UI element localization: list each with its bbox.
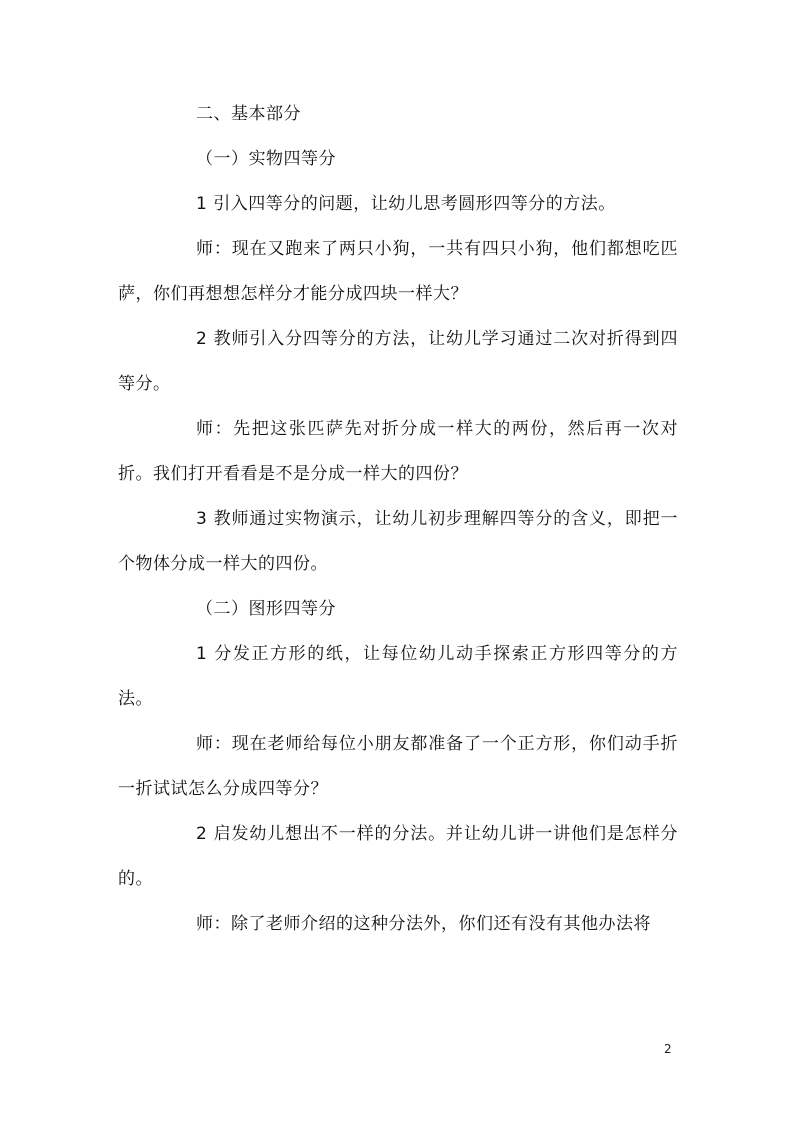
paragraph: 师：除了老师介绍的这种分法外，你们还有没有其他办法将 <box>196 914 651 934</box>
body-text <box>118 92 678 947</box>
subsection-heading: （一）实物四等分 <box>196 149 336 169</box>
paragraph: 师：现在又跑来了两只小狗，一共有四只小狗，他们都想吃匹萨，你们再想想怎样分才能分成四块一样大？ <box>118 239 678 304</box>
paragraph: 1 分发正方形的纸，让每位幼儿动手探索正方形四等分的方法。 <box>118 644 678 709</box>
section-heading: 二、基本部分 <box>196 104 301 124</box>
paragraph: 1 引入四等分的问题，让幼儿思考圆形四等分的方法。 <box>196 194 616 214</box>
page-number: 2 <box>664 1042 672 1056</box>
paragraph: 3 教师通过实物演示，让幼儿初步理解四等分的含义，即把一个物体分成一样大的四份。 <box>118 509 678 574</box>
paragraph: 2 启发幼儿想出不一样的分法。并让幼儿讲一讲他们是怎样分的。 <box>118 824 678 889</box>
paragraph: 2 教师引入分四等分的方法，让幼儿学习通过二次对折得到四等分。 <box>118 329 678 394</box>
paragraph: 师：现在老师给每位小朋友都准备了一个正方形，你们动手折一折试试怎么分成四等分？ <box>118 734 678 799</box>
paragraph: 师：先把这张匹萨先对折分成一样大的两份，然后再一次对折。我们打开看看是不是分成一样大的四份？ <box>118 419 678 484</box>
subsection-heading: （二）图形四等分 <box>196 599 336 619</box>
